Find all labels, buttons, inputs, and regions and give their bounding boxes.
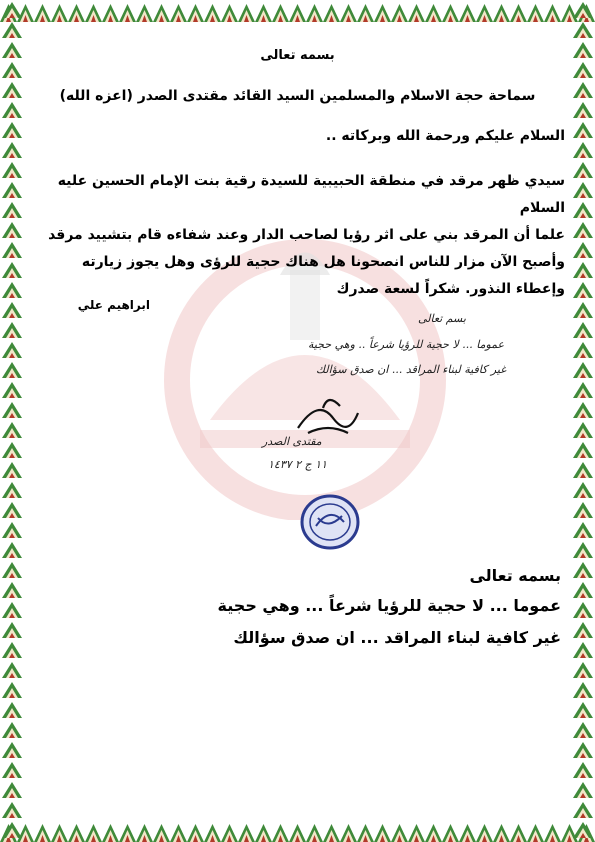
handwritten-line-2: غير كافية لبناء المراقد ... ان صدق سؤالك — [316, 363, 506, 376]
sender-name: ابراهيم علي — [77, 298, 150, 312]
question-body — [45, 168, 565, 303]
question-line: سيدي ظهر مرقد في منطقة الحبيبية للسيدة رقية بنت الإمام الحسين عليه السلام — [57, 173, 565, 216]
answer-line-2: غير كافية لبناء المراقد ... ان صدق سؤالك — [233, 628, 561, 647]
handwritten-signature-name: مقتدى الصدر — [262, 435, 322, 448]
greeting: السلام عليكم ورحمة الله وبركاته .. — [325, 128, 565, 144]
answer-line-1: عموما ... لا حجية للرؤيا شرعاً ... وهي حجية — [217, 596, 561, 615]
bottom-border-pattern — [0, 820, 595, 842]
handwritten-date: ١١ ج ٢ ١٤٣٧ — [268, 458, 327, 471]
addressee-line: سماحة حجة الاسلام والمسلمين السيد القائد مقتدى الصدر (اعزه الله) — [59, 88, 536, 104]
question-line: وأصبح الآن مزار للناس انصحونا هل هناك حجية للرؤى وهل يجوز زيارته — [81, 254, 565, 270]
handwritten-bismillah: بسم تعالى — [418, 312, 466, 325]
top-border-pattern — [0, 0, 595, 22]
header-bismillah: بسمه تعالى — [260, 48, 335, 63]
answer-bismillah: بسمه تعالى — [469, 566, 561, 585]
official-stamp — [298, 492, 362, 552]
handwritten-line-1: عموما ... لا حجية للرؤيا شرعاً .. وهي حجية — [308, 338, 505, 351]
right-border-pattern — [571, 0, 595, 842]
question-line: وإعطاء النذور. شكراً لسعة صدرك — [336, 281, 565, 297]
letter-page — [30, 30, 565, 812]
question-line: علما أن المرقد بني على اثر رؤيا لصاحب الدار وعند شفاءه قام بتشييد مرقد — [48, 227, 565, 243]
left-border-pattern — [0, 0, 24, 842]
